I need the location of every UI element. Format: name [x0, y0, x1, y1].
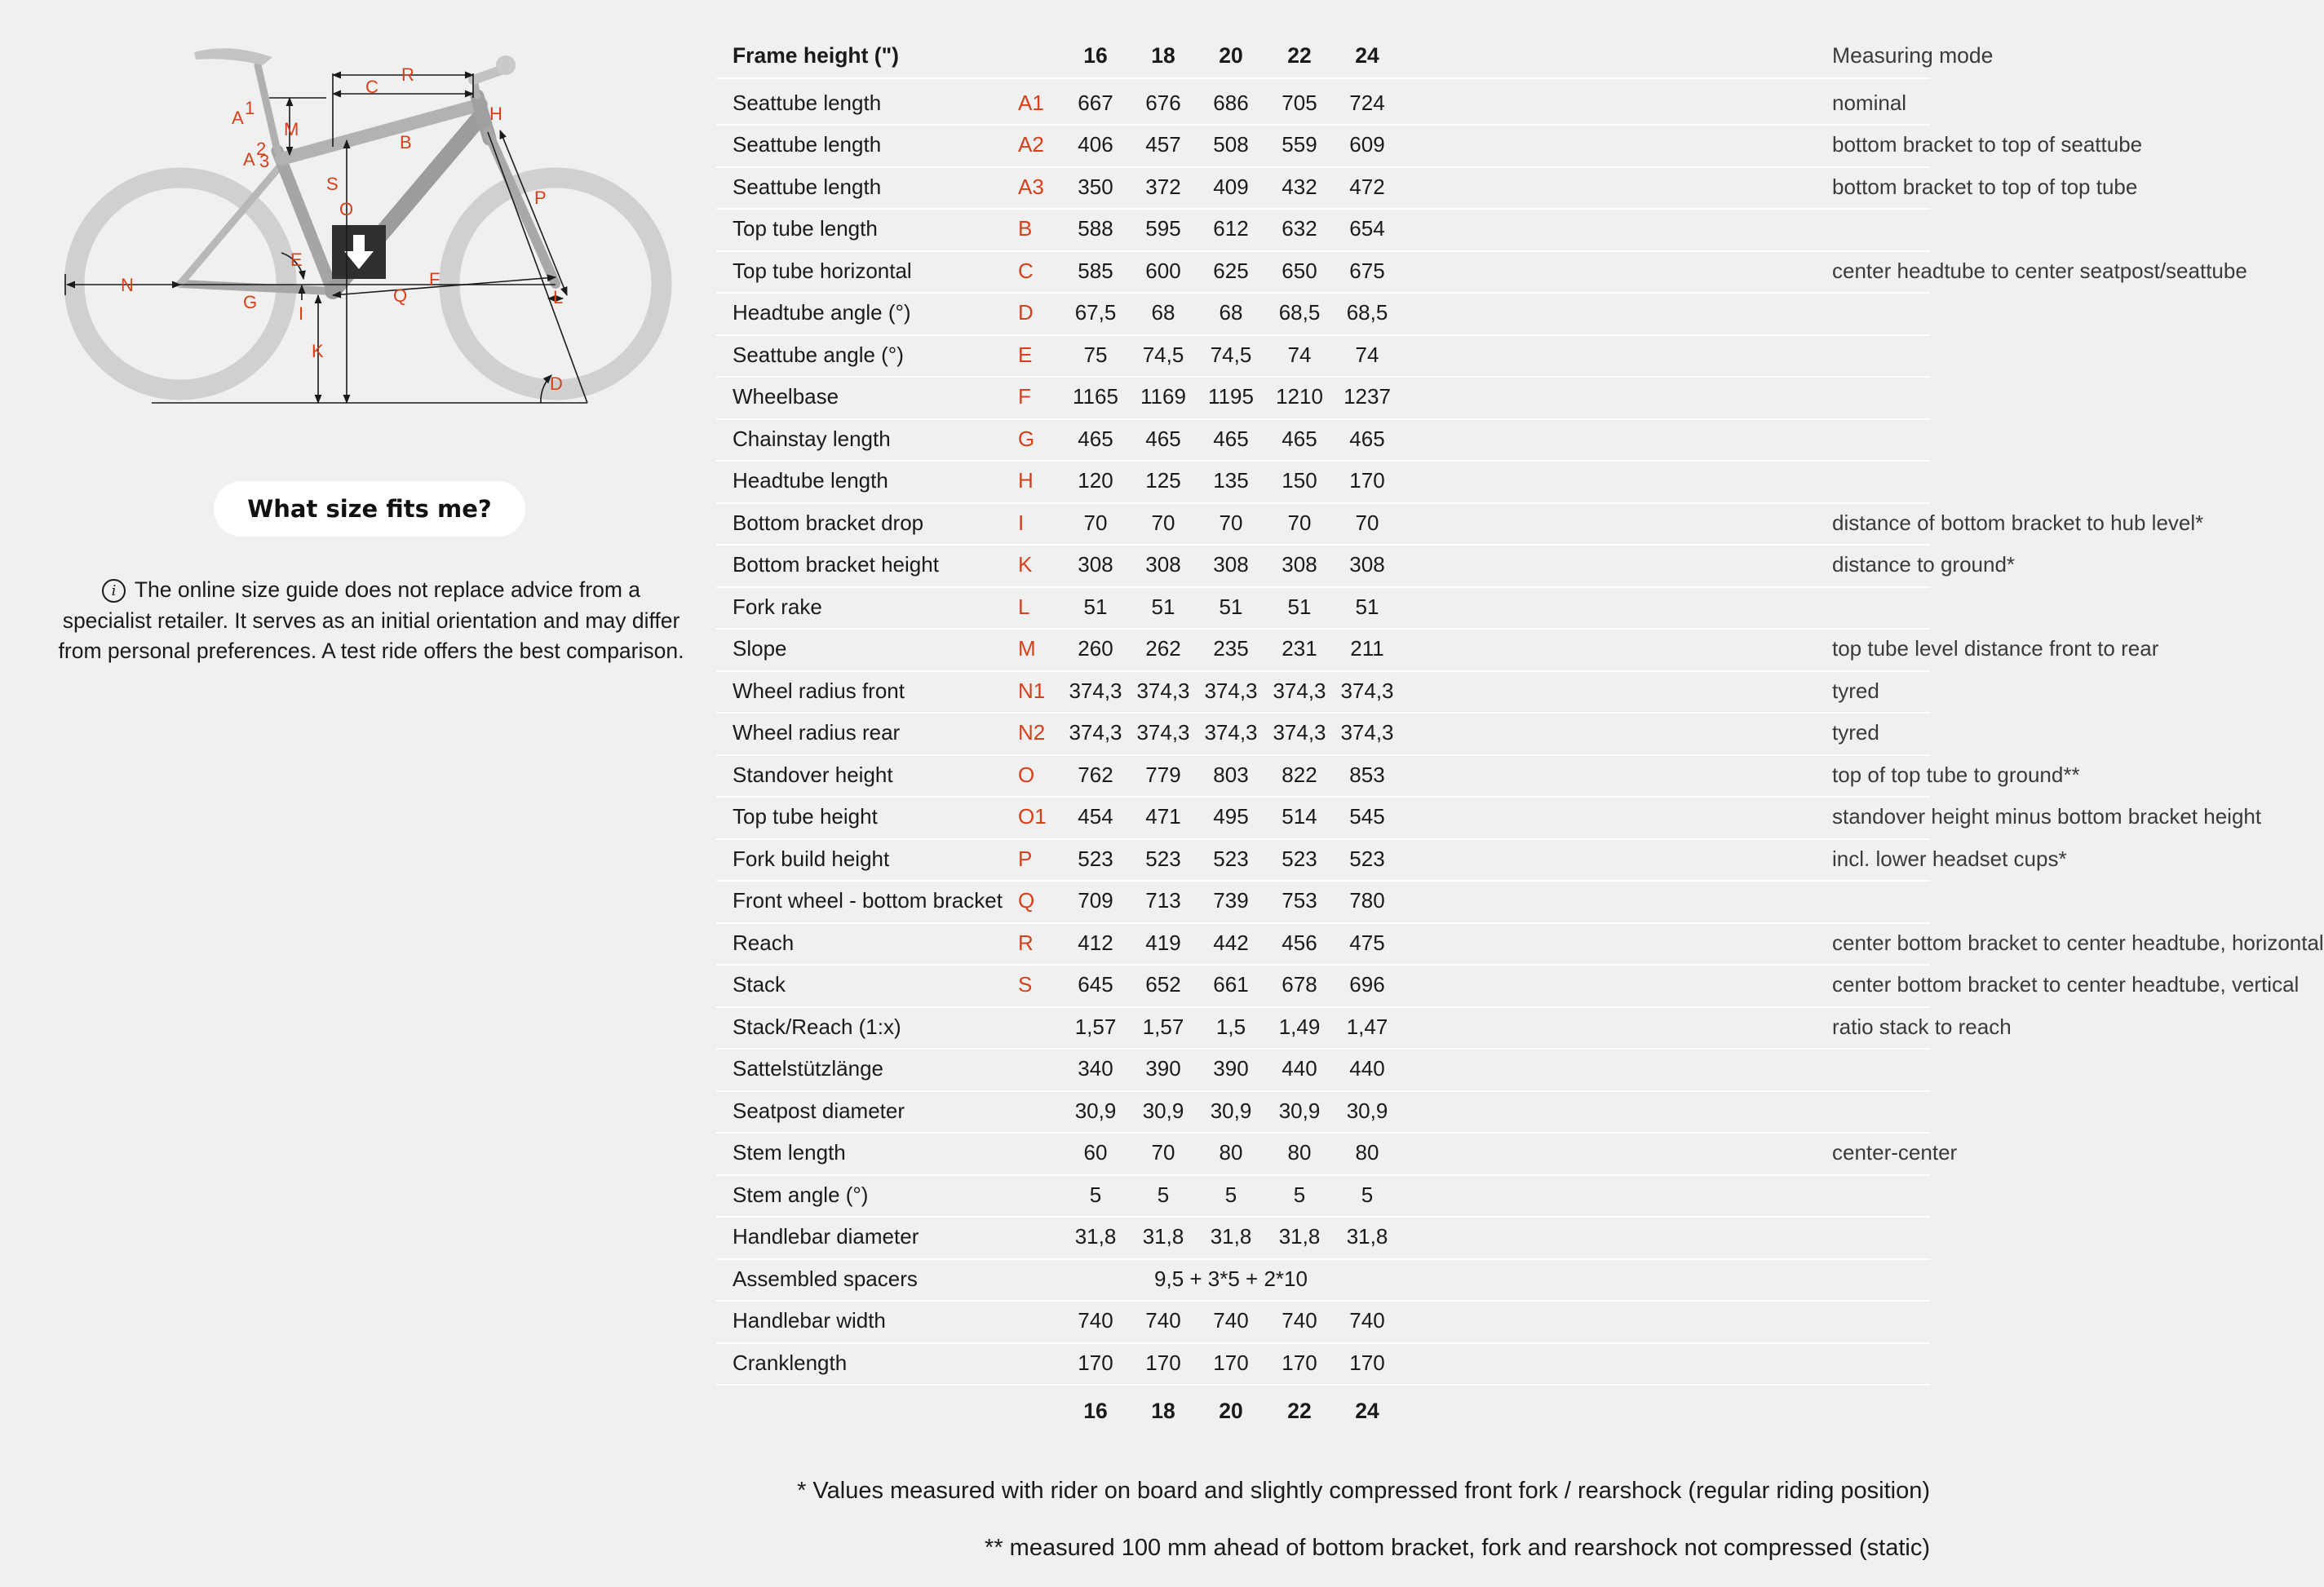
table-row [716, 586, 1930, 630]
row-value: 30,9 [1074, 1098, 1117, 1123]
table-row [716, 796, 2262, 840]
row-value: 74,5 [1210, 342, 1252, 367]
row-value: 135 [1213, 468, 1249, 493]
row-value: 753 [1282, 888, 1317, 913]
row-value: 1237 [1343, 384, 1391, 409]
row-value: 30,9 [1210, 1098, 1252, 1123]
row-value: 523 [1078, 846, 1113, 871]
table-row [716, 1216, 1930, 1260]
table-row [716, 124, 2143, 168]
row-code: S [1018, 972, 1033, 997]
row-value: 30,9 [1142, 1098, 1184, 1123]
row-value: 595 [1145, 216, 1181, 241]
row-value: 440 [1282, 1056, 1317, 1081]
row-code: G [1018, 426, 1035, 451]
table-row [716, 712, 1930, 756]
row-value: 440 [1349, 1056, 1385, 1081]
row-measuring-mode: incl. lower headset cups* [1832, 846, 2067, 871]
row-value: 475 [1349, 930, 1385, 955]
row-value: 1,5 [1215, 1014, 1246, 1039]
row-value: 456 [1282, 930, 1317, 955]
row-code: A3 [1018, 174, 1044, 199]
bike-geometry-diagram [0, 0, 702, 424]
row-code: K [1018, 552, 1033, 577]
row-code: D [1018, 300, 1034, 325]
row-value: 308 [1282, 552, 1317, 577]
row-value: 1195 [1208, 384, 1254, 409]
row-code: A1 [1018, 90, 1044, 115]
row-value: 120 [1078, 468, 1113, 493]
row-value: 374,3 [1273, 720, 1326, 745]
row-value: 231 [1282, 636, 1317, 661]
table-row [716, 250, 2247, 294]
row-measuring-mode: bottom bracket to top of seattube [1832, 132, 2143, 157]
row-code: E [1018, 342, 1033, 367]
row-value: 150 [1282, 468, 1317, 493]
table-row [716, 502, 2204, 546]
size-header-20: 20 [1219, 43, 1243, 68]
row-value: 412 [1078, 930, 1113, 955]
row-value: 822 [1282, 762, 1317, 787]
label-A-sup1: 1 [245, 98, 255, 118]
row-value: 374,3 [1340, 678, 1394, 703]
row-value: 350 [1078, 174, 1113, 199]
row-value: 686 [1213, 90, 1249, 115]
row-value: 170 [1145, 1350, 1181, 1375]
row-measuring-mode: top of top tube to ground** [1832, 762, 2080, 787]
row-value: 31,8 [1142, 1224, 1184, 1249]
row-value: 625 [1213, 258, 1249, 283]
row-value-span: 9,5 + 3*5 + 2*10 [1154, 1266, 1308, 1291]
label-A2: A [243, 149, 255, 170]
row-value: 80 [1287, 1140, 1312, 1165]
row-measuring-mode: tyred [1832, 720, 1879, 745]
table-row [716, 1048, 1930, 1092]
row-value: 170 [1282, 1350, 1317, 1375]
row-label: Wheel radius rear [733, 720, 901, 745]
row-value: 1165 [1073, 384, 1118, 409]
row-value: 51 [1219, 594, 1243, 619]
row-value: 465 [1213, 426, 1249, 451]
row-measuring-mode: standover height minus bottom bracket height [1832, 804, 2262, 829]
row-label: Standover height [733, 762, 893, 787]
row-value: 652 [1145, 972, 1181, 997]
row-value: 612 [1213, 216, 1249, 241]
row-value: 495 [1213, 804, 1249, 829]
row-label: Stem length [733, 1140, 846, 1165]
row-value: 409 [1213, 174, 1249, 199]
row-value: 600 [1145, 258, 1181, 283]
row-value: 454 [1078, 804, 1113, 829]
row-value: 523 [1145, 846, 1181, 871]
info-icon: i [102, 579, 126, 603]
row-value: 31,8 [1074, 1224, 1117, 1249]
row-code: N1 [1018, 678, 1046, 703]
size-guide-disclaimer [57, 575, 685, 667]
row-code: R [1018, 930, 1034, 955]
row-value: 508 [1213, 132, 1249, 157]
disclaimer-text: The online size guide does not replace advice from a specialist retailer. It serves as an initial orientation and may differ from personal preferences. A test ride offers the best comparison. [58, 577, 684, 663]
row-value: 419 [1145, 930, 1181, 955]
row-code: N2 [1018, 720, 1046, 745]
row-value: 676 [1145, 90, 1181, 115]
row-code: C [1018, 258, 1034, 283]
row-label: Top tube horizontal [733, 258, 912, 283]
row-value: 465 [1349, 426, 1385, 451]
label-H: H [489, 104, 502, 124]
row-value: 585 [1078, 258, 1113, 283]
label-A: A [232, 108, 244, 128]
row-label: Seattube length [733, 174, 882, 199]
size-footer-18: 18 [1151, 1399, 1175, 1423]
row-value: 80 [1219, 1140, 1243, 1165]
row-value: 780 [1349, 888, 1385, 913]
row-value: 70 [1219, 510, 1243, 535]
row-value: 709 [1078, 888, 1113, 913]
row-measuring-mode: center bottom bracket to center headtube, horizontal [1832, 930, 2324, 955]
row-value: 1,49 [1278, 1014, 1321, 1039]
label-N: N [121, 275, 134, 295]
table-row [716, 838, 2067, 882]
row-label: Slope [733, 636, 787, 661]
measuring-mode-header: Measuring mode [1832, 43, 1994, 68]
row-measuring-mode: center-center [1832, 1140, 1958, 1165]
table-row [716, 1342, 1930, 1386]
row-value: 31,8 [1210, 1224, 1252, 1249]
table-row [716, 880, 1930, 924]
row-label: Fork rake [733, 594, 822, 619]
row-value: 609 [1349, 132, 1385, 157]
row-measuring-mode: bottom bracket to top of top tube [1832, 174, 2138, 199]
row-code: A2 [1018, 132, 1044, 157]
row-measuring-mode: center bottom bracket to center headtube, vertical [1832, 972, 2300, 997]
row-measuring-mode: ratio stack to reach [1832, 1014, 2012, 1039]
table-row [716, 964, 2300, 1008]
row-code: L [1018, 594, 1030, 619]
table-row [716, 1132, 1958, 1176]
label-D: D [550, 374, 563, 394]
row-value: 713 [1145, 888, 1181, 913]
row-value: 170 [1078, 1350, 1113, 1375]
row-value: 74 [1355, 342, 1379, 367]
row-value: 762 [1078, 762, 1113, 787]
size-header-18: 18 [1151, 43, 1175, 68]
footnote: ** measured 100 mm ahead of bottom bracket, fork and rearshock not compressed (static) [985, 1535, 1930, 1561]
row-value: 675 [1349, 258, 1385, 283]
row-value: 654 [1349, 216, 1385, 241]
row-value: 442 [1213, 930, 1249, 955]
size-footer-16: 16 [1083, 1399, 1108, 1423]
row-value: 465 [1078, 426, 1113, 451]
row-value: 465 [1145, 426, 1181, 451]
row-value: 374,3 [1069, 678, 1122, 703]
row-value: 739 [1213, 888, 1249, 913]
label-Q: Q [393, 285, 408, 306]
row-value: 705 [1282, 90, 1317, 115]
size-footer-22: 22 [1287, 1399, 1312, 1423]
row-value: 523 [1213, 846, 1249, 871]
what-size-fits-me-button[interactable]: What size fits me? [214, 481, 525, 537]
row-measuring-mode: top tube level distance front to rear [1832, 636, 2159, 661]
row-value: 523 [1349, 846, 1385, 871]
table-row [716, 82, 1930, 126]
arrow-down-icon [332, 225, 386, 279]
row-code: O [1018, 762, 1035, 787]
row-value: 51 [1151, 594, 1175, 619]
row-value: 740 [1213, 1308, 1249, 1333]
row-value: 559 [1282, 132, 1317, 157]
table-row [716, 628, 2159, 672]
row-value: 5 [1361, 1182, 1374, 1207]
row-value: 51 [1083, 594, 1108, 619]
row-value: 70 [1151, 510, 1175, 535]
size-footer-24: 24 [1355, 1399, 1379, 1423]
size-header-22: 22 [1287, 43, 1312, 68]
row-value: 457 [1145, 132, 1181, 157]
row-measuring-mode: distance to ground* [1832, 552, 2016, 577]
row-measuring-mode: tyred [1832, 678, 1879, 703]
row-code: O1 [1018, 804, 1047, 829]
row-value: 340 [1078, 1056, 1113, 1081]
row-value: 31,8 [1278, 1224, 1321, 1249]
row-measuring-mode: center headtube to center seatpost/seattube [1832, 258, 2247, 283]
row-value: 1169 [1140, 384, 1186, 409]
row-value: 260 [1078, 636, 1113, 661]
row-value: 1,47 [1346, 1014, 1388, 1039]
row-value: 374,3 [1273, 678, 1326, 703]
table-row [716, 292, 1930, 336]
row-label: Wheel radius front [733, 678, 905, 703]
row-value: 514 [1282, 804, 1317, 829]
row-value: 308 [1078, 552, 1113, 577]
row-value: 1,57 [1142, 1014, 1184, 1039]
row-value: 374,3 [1340, 720, 1394, 745]
row-value: 390 [1213, 1056, 1249, 1081]
label-A-sub3: 3 [259, 151, 270, 171]
label-E: E [290, 250, 303, 270]
row-value: 740 [1078, 1308, 1113, 1333]
row-value: 31,8 [1346, 1224, 1388, 1249]
label-P: P [534, 188, 547, 208]
row-label: Stack [733, 972, 786, 997]
row-value: 262 [1145, 636, 1181, 661]
row-label: Bottom bracket height [733, 552, 939, 577]
row-label: Wheelbase [733, 384, 839, 409]
row-value: 51 [1287, 594, 1312, 619]
row-value: 374,3 [1204, 678, 1258, 703]
table-row [716, 1174, 1930, 1218]
row-label: Stem angle (°) [733, 1182, 869, 1207]
row-label: Reach [733, 930, 795, 955]
row-label: Seattube length [733, 90, 882, 115]
label-B: B [400, 132, 412, 153]
row-label: Top tube height [733, 804, 878, 829]
label-L: L [553, 287, 564, 307]
table-footer-sizes [716, 1390, 1930, 1433]
row-value: 696 [1349, 972, 1385, 997]
label-S: S [326, 174, 339, 194]
row-value: 5 [1089, 1182, 1102, 1207]
row-value: 588 [1078, 216, 1113, 241]
row-label: Chainstay length [733, 426, 891, 451]
frame-height-header: Frame height (") [733, 43, 899, 68]
size-header-16: 16 [1083, 43, 1108, 68]
row-value: 1,57 [1074, 1014, 1117, 1039]
row-value: 667 [1078, 90, 1113, 115]
table-row [716, 1258, 1930, 1302]
footnote: * Values measured with rider on board and slightly compressed front fork / rearshock (regular riding position) [797, 1478, 1930, 1504]
row-value: 170 [1349, 1350, 1385, 1375]
row-value: 740 [1282, 1308, 1317, 1333]
label-R: R [401, 64, 414, 85]
row-value: 125 [1145, 468, 1181, 493]
label-A-sup2: 2 [256, 139, 267, 159]
row-value: 30,9 [1278, 1098, 1321, 1123]
row-value: 70 [1083, 510, 1108, 535]
row-value: 60 [1083, 1140, 1108, 1165]
row-value: 545 [1349, 804, 1385, 829]
table-row [716, 670, 1930, 714]
label-F: F [429, 269, 440, 290]
row-label: Handlebar width [733, 1308, 886, 1333]
row-label: Cranklength [733, 1350, 848, 1375]
row-label: Headtube angle (°) [733, 300, 911, 325]
table-row [716, 1090, 1930, 1134]
row-value: 68,5 [1346, 300, 1388, 325]
row-value: 308 [1145, 552, 1181, 577]
row-value: 211 [1350, 636, 1384, 661]
row-code: I [1018, 510, 1025, 535]
row-value: 740 [1349, 1308, 1385, 1333]
row-measuring-mode: distance of bottom bracket to hub level* [1832, 510, 2204, 535]
row-value: 471 [1145, 804, 1181, 829]
row-value: 80 [1355, 1140, 1379, 1165]
row-value: 74,5 [1142, 342, 1184, 367]
row-value: 68 [1151, 300, 1175, 325]
row-value: 632 [1282, 216, 1317, 241]
row-value: 70 [1287, 510, 1312, 535]
row-value: 661 [1213, 972, 1249, 997]
table-row [716, 208, 1930, 252]
row-value: 650 [1282, 258, 1317, 283]
label-I: I [299, 303, 304, 324]
row-value: 67,5 [1074, 300, 1117, 325]
row-value: 523 [1282, 846, 1317, 871]
row-value: 432 [1282, 174, 1317, 199]
row-value: 390 [1145, 1056, 1181, 1081]
row-value: 853 [1349, 762, 1385, 787]
row-code: F [1018, 384, 1031, 409]
row-value: 68,5 [1278, 300, 1321, 325]
row-value: 374,3 [1204, 720, 1258, 745]
table-row [716, 418, 1930, 462]
row-code: B [1018, 216, 1033, 241]
row-label: Handlebar diameter [733, 1224, 919, 1249]
row-value: 308 [1349, 552, 1385, 577]
row-value: 740 [1145, 1308, 1181, 1333]
label-K: K [312, 341, 324, 361]
row-value: 374,3 [1136, 678, 1190, 703]
row-label: Seatpost diameter [733, 1098, 905, 1123]
row-value: 70 [1355, 510, 1379, 535]
table-row [716, 376, 1930, 420]
row-value: 803 [1213, 762, 1249, 787]
row-value: 779 [1145, 762, 1181, 787]
row-value: 235 [1213, 636, 1249, 661]
label-G: G [243, 292, 258, 312]
dimension-lines [65, 73, 587, 403]
row-label: Front wheel - bottom bracket [733, 888, 1003, 913]
row-value: 678 [1282, 972, 1317, 997]
row-label: Headtube length [733, 468, 888, 493]
size-header-24: 24 [1355, 43, 1379, 68]
row-label: Fork build height [733, 846, 890, 871]
row-label: Top tube length [733, 216, 878, 241]
table-header-row [716, 35, 1994, 79]
row-value: 70 [1151, 1140, 1175, 1165]
table-row [716, 334, 1930, 378]
row-value: 170 [1213, 1350, 1249, 1375]
label-M: M [284, 119, 299, 139]
row-value: 372 [1145, 174, 1181, 199]
size-footer-20: 20 [1219, 1399, 1243, 1423]
table-row [716, 166, 2138, 210]
label-O: O [339, 199, 354, 219]
row-value: 308 [1213, 552, 1249, 577]
row-value: 645 [1078, 972, 1113, 997]
row-value: 5 [1293, 1182, 1306, 1207]
row-label: Assembled spacers [733, 1266, 918, 1291]
row-value: 75 [1083, 342, 1108, 367]
row-value: 5 [1224, 1182, 1237, 1207]
table-row [716, 754, 2080, 798]
table-row [716, 1300, 1930, 1344]
row-value: 51 [1355, 594, 1379, 619]
row-code: Q [1018, 888, 1035, 913]
row-value: 1210 [1276, 384, 1323, 409]
row-label: Seattube angle (°) [733, 342, 904, 367]
row-code: M [1018, 636, 1036, 661]
row-value: 406 [1078, 132, 1113, 157]
row-code: P [1018, 846, 1033, 871]
row-label: Bottom bracket drop [733, 510, 924, 535]
row-value: 170 [1349, 468, 1385, 493]
table-row [716, 544, 2016, 588]
row-value: 74 [1287, 342, 1312, 367]
row-measuring-mode: nominal [1832, 90, 1907, 115]
row-value: 374,3 [1136, 720, 1190, 745]
row-code: H [1018, 468, 1034, 493]
table-row [716, 1006, 2012, 1050]
row-value: 5 [1157, 1182, 1170, 1207]
table-row [716, 922, 2324, 966]
row-label: Seattube length [733, 132, 882, 157]
label-C: C [365, 77, 378, 97]
row-value: 68 [1219, 300, 1243, 325]
row-value: 472 [1349, 174, 1385, 199]
row-label: Sattelstützlänge [733, 1056, 884, 1081]
row-value: 374,3 [1069, 720, 1122, 745]
table-row [716, 460, 1930, 504]
row-label: Stack/Reach (1:x) [733, 1014, 901, 1039]
row-value: 724 [1349, 90, 1385, 115]
row-value: 30,9 [1346, 1098, 1388, 1123]
row-value: 465 [1282, 426, 1317, 451]
